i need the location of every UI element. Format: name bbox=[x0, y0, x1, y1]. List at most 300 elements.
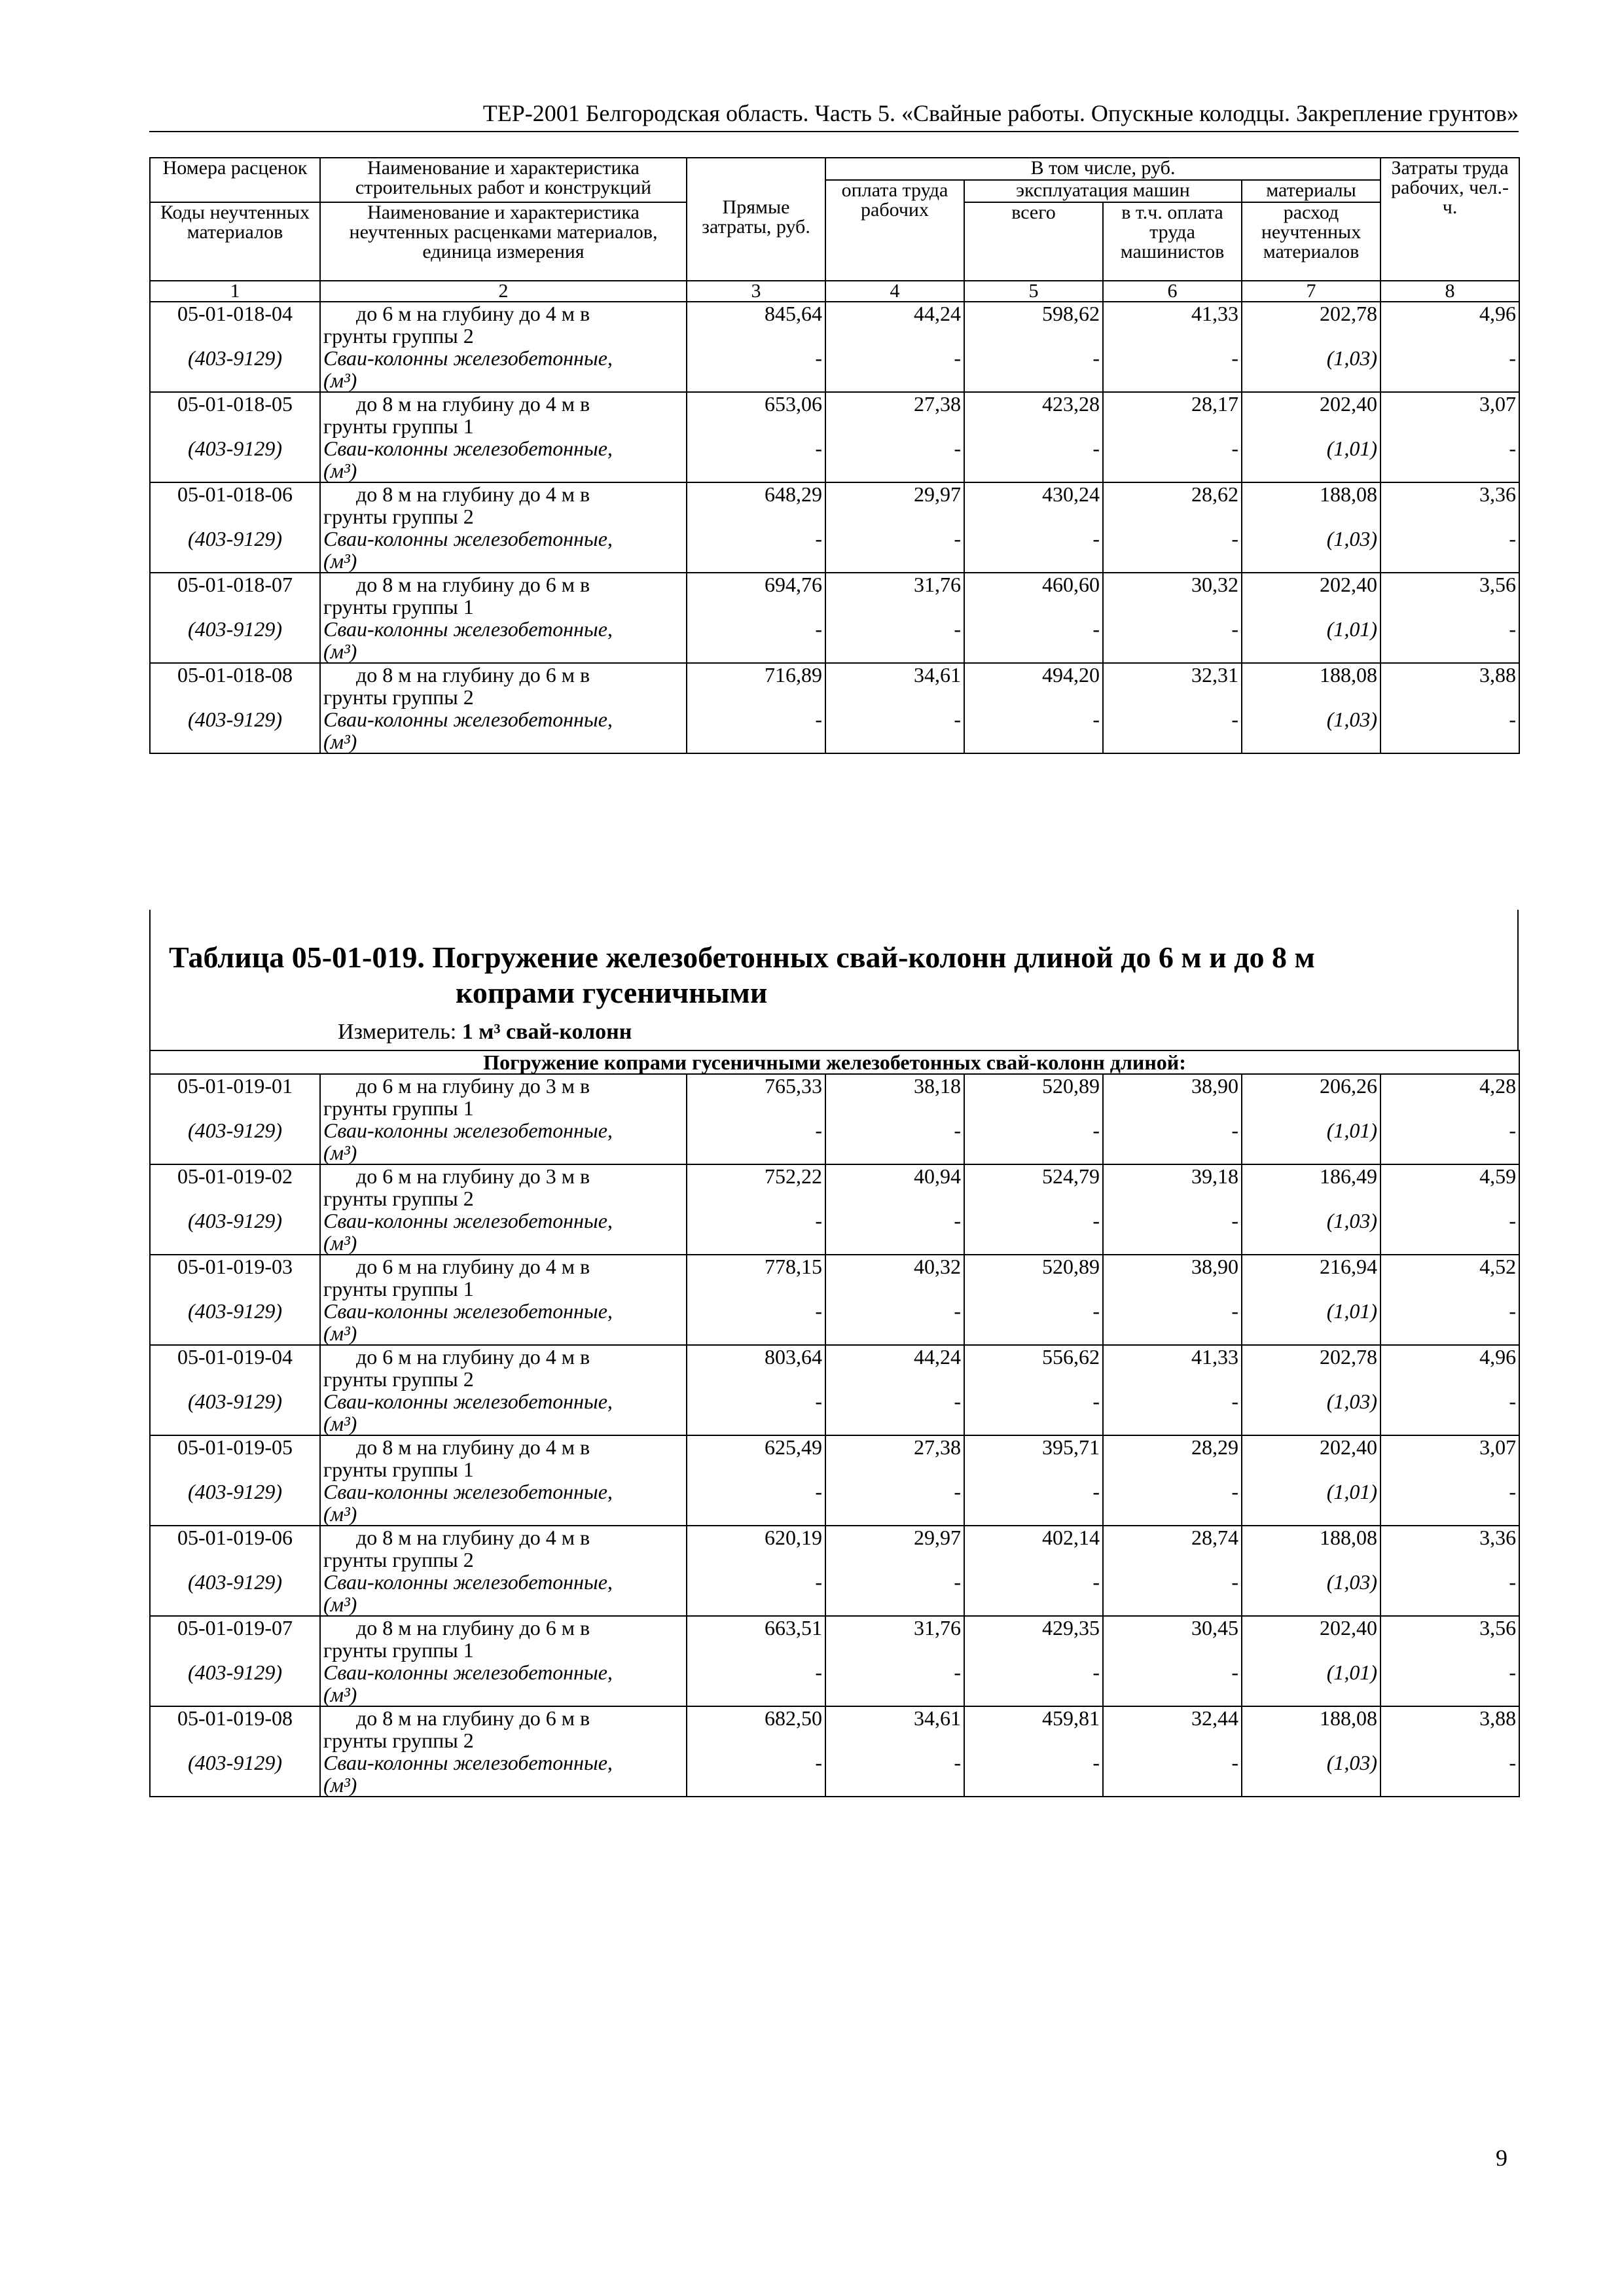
material-value: - bbox=[1103, 1571, 1242, 1593]
rate-value: 648,29 bbox=[687, 482, 825, 505]
material-value: - bbox=[1380, 528, 1519, 550]
material-value: (1,01) bbox=[1242, 1300, 1380, 1322]
rate-code: 05-01-019-08 bbox=[150, 1706, 320, 1729]
rate-value: 40,32 bbox=[825, 1255, 964, 1278]
header-col8: Затраты труда рабочих, чел.-ч. bbox=[1380, 158, 1519, 281]
material-code: (403-9129) bbox=[150, 1751, 320, 1774]
rate-description bbox=[320, 1706, 687, 1729]
rate-description-line2: грунты группы 1 bbox=[320, 1097, 687, 1119]
material-value: (1,01) bbox=[1242, 1119, 1380, 1141]
rate-value: 202,40 bbox=[1242, 573, 1380, 596]
material-value: - bbox=[825, 1661, 964, 1683]
rates-table-05-01-018 bbox=[149, 157, 1520, 754]
material-unit: (м³) bbox=[320, 640, 687, 663]
material-description: Сваи-колонны железобетонные, bbox=[320, 1119, 687, 1141]
rate-description-line2: грунты группы 2 bbox=[320, 1549, 687, 1571]
rate-value: 41,33 bbox=[1103, 1345, 1242, 1368]
rate-description-line1: до 6 м на глубину до 4 м в bbox=[356, 1255, 590, 1278]
material-code: (403-9129) bbox=[150, 347, 320, 369]
rate-description-line1: до 8 м на глубину до 4 м в bbox=[356, 1526, 590, 1549]
rate-description-line2: грунты группы 1 bbox=[320, 415, 687, 437]
rate-value: 41,33 bbox=[1103, 302, 1242, 325]
rate-value: 3,88 bbox=[1380, 663, 1519, 686]
header-materials: материалы bbox=[1242, 180, 1380, 202]
rate-value: 38,18 bbox=[825, 1074, 964, 1097]
header-col5: всего bbox=[964, 202, 1103, 281]
table-05-01-019-heading bbox=[149, 910, 1519, 1050]
material-unit: (м³) bbox=[320, 1412, 687, 1435]
rate-description bbox=[320, 392, 687, 415]
material-value: - bbox=[1380, 618, 1519, 640]
material-code: (403-9129) bbox=[150, 618, 320, 640]
rate-value: 430,24 bbox=[964, 482, 1103, 505]
rate-description-line2: грунты группы 1 bbox=[320, 1278, 687, 1300]
material-value: - bbox=[825, 1119, 964, 1141]
rate-description-line2: грунты группы 2 bbox=[320, 686, 687, 708]
rate-value: 39,18 bbox=[1103, 1164, 1242, 1187]
material-value: - bbox=[1380, 1661, 1519, 1683]
material-value: - bbox=[1103, 1480, 1242, 1503]
rate-value: 206,26 bbox=[1242, 1074, 1380, 1097]
material-unit: (м³) bbox=[320, 1503, 687, 1526]
meter-line bbox=[338, 1020, 632, 1045]
material-value: (1,03) bbox=[1242, 1210, 1380, 1232]
rate-value: 653,06 bbox=[687, 392, 825, 415]
rate-value: 4,96 bbox=[1380, 1345, 1519, 1368]
material-row-unit bbox=[150, 459, 1519, 482]
material-unit: (м³) bbox=[320, 1683, 687, 1706]
material-row-unit bbox=[150, 1593, 1519, 1616]
rate-row-continuation bbox=[150, 1187, 1519, 1210]
rate-value: 188,08 bbox=[1242, 1526, 1380, 1549]
material-description: Сваи-колонны железобетонные, bbox=[320, 1751, 687, 1774]
rate-value: 598,62 bbox=[964, 302, 1103, 325]
rate-row bbox=[150, 573, 1519, 596]
rate-value: 4,28 bbox=[1380, 1074, 1519, 1097]
rate-description bbox=[320, 1164, 687, 1187]
material-row bbox=[150, 347, 1519, 369]
rate-value: 32,44 bbox=[1103, 1706, 1242, 1729]
rate-value: 186,49 bbox=[1242, 1164, 1380, 1187]
rate-row-continuation bbox=[150, 1458, 1519, 1480]
material-description: Сваи-колонны железобетонные, bbox=[320, 528, 687, 550]
header-group: В том числе, руб. bbox=[825, 158, 1380, 180]
material-value: - bbox=[825, 1480, 964, 1503]
col-number: 7 bbox=[1242, 281, 1380, 302]
material-value: - bbox=[1103, 347, 1242, 369]
material-description: Сваи-колонны железобетонные, bbox=[320, 1300, 687, 1322]
col-number: 8 bbox=[1380, 281, 1519, 302]
rate-row-continuation bbox=[150, 686, 1519, 708]
rate-value: 32,31 bbox=[1103, 663, 1242, 686]
material-value: - bbox=[825, 1300, 964, 1322]
material-value: - bbox=[964, 1210, 1103, 1232]
material-value: - bbox=[825, 1751, 964, 1774]
rate-code: 05-01-019-07 bbox=[150, 1616, 320, 1639]
material-code: (403-9129) bbox=[150, 437, 320, 459]
rate-value: 29,97 bbox=[825, 1526, 964, 1549]
rate-value: 845,64 bbox=[687, 302, 825, 325]
rate-value: 30,32 bbox=[1103, 573, 1242, 596]
material-row bbox=[150, 708, 1519, 730]
material-row bbox=[150, 437, 1519, 459]
material-code: (403-9129) bbox=[150, 1480, 320, 1503]
header-col4: оплата труда рабочих bbox=[825, 180, 964, 281]
table-body bbox=[150, 1074, 1519, 1797]
material-row bbox=[150, 1571, 1519, 1593]
material-unit: (м³) bbox=[320, 1232, 687, 1255]
rate-value: 682,50 bbox=[687, 1706, 825, 1729]
material-row bbox=[150, 1300, 1519, 1322]
material-row bbox=[150, 1661, 1519, 1683]
material-value: - bbox=[687, 1661, 825, 1683]
header-machines: эксплуатация машин bbox=[964, 180, 1242, 202]
material-value: (1,03) bbox=[1242, 1751, 1380, 1774]
material-value: (1,03) bbox=[1242, 528, 1380, 550]
material-description: Сваи-колонны железобетонные, bbox=[320, 1661, 687, 1683]
material-unit: (м³) bbox=[320, 459, 687, 482]
rate-value: 38,90 bbox=[1103, 1255, 1242, 1278]
material-value: - bbox=[825, 347, 964, 369]
material-value: - bbox=[687, 1571, 825, 1593]
material-value: - bbox=[1103, 1751, 1242, 1774]
material-unit: (м³) bbox=[320, 1141, 687, 1164]
rate-description bbox=[320, 1616, 687, 1639]
rate-value: 30,45 bbox=[1103, 1616, 1242, 1639]
rate-row-continuation bbox=[150, 596, 1519, 618]
material-value: - bbox=[964, 1390, 1103, 1412]
rate-value: 459,81 bbox=[964, 1706, 1103, 1729]
material-code: (403-9129) bbox=[150, 1390, 320, 1412]
subheading-row bbox=[150, 1050, 1519, 1074]
rate-value: 27,38 bbox=[825, 392, 964, 415]
rate-row bbox=[150, 663, 1519, 686]
material-code: (403-9129) bbox=[150, 1119, 320, 1141]
header-col1-bottom: Коды неучтенных материалов bbox=[150, 202, 320, 281]
rate-row bbox=[150, 1255, 1519, 1278]
rate-description-line1: до 8 м на глубину до 4 м в bbox=[356, 482, 590, 506]
col-number: 2 bbox=[320, 281, 687, 302]
rate-code: 05-01-018-04 bbox=[150, 302, 320, 325]
material-code: (403-9129) bbox=[150, 1300, 320, 1322]
material-value: - bbox=[825, 1571, 964, 1593]
material-unit: (м³) bbox=[320, 1774, 687, 1797]
rate-description-line1: до 8 м на глубину до 6 м в bbox=[356, 1706, 590, 1730]
material-value: - bbox=[687, 1119, 825, 1141]
header-col2-bottom: Наименование и характеристика неучтенных расценками материалов, единица измерения bbox=[320, 202, 687, 281]
rate-value: 524,79 bbox=[964, 1164, 1103, 1187]
material-row bbox=[150, 1751, 1519, 1774]
material-unit: (м³) bbox=[320, 550, 687, 573]
rate-description bbox=[320, 302, 687, 325]
material-value: - bbox=[1103, 1661, 1242, 1683]
rate-value: 44,24 bbox=[825, 302, 964, 325]
rate-row-continuation bbox=[150, 1639, 1519, 1661]
rate-code: 05-01-019-01 bbox=[150, 1074, 320, 1097]
material-value: - bbox=[1380, 1300, 1519, 1322]
rate-row-continuation bbox=[150, 1368, 1519, 1390]
rate-code: 05-01-019-04 bbox=[150, 1345, 320, 1368]
material-unit: (м³) bbox=[320, 1322, 687, 1345]
material-row-unit bbox=[150, 1683, 1519, 1706]
rate-value: 27,38 bbox=[825, 1435, 964, 1458]
rate-description-line2: грунты группы 2 bbox=[320, 505, 687, 528]
table-header bbox=[150, 158, 1519, 302]
rate-value: 620,19 bbox=[687, 1526, 825, 1549]
running-title: ТЕР-2001 Белгородская область. Часть 5. «Свайные работы. Опускные колодцы. Закрепление грунтов» bbox=[482, 100, 1519, 126]
material-code: (403-9129) bbox=[150, 1210, 320, 1232]
rate-row bbox=[150, 1164, 1519, 1187]
col-number: 6 bbox=[1103, 281, 1242, 302]
material-value: - bbox=[687, 618, 825, 640]
rate-row-continuation bbox=[150, 505, 1519, 528]
rate-value: 188,08 bbox=[1242, 663, 1380, 686]
rate-value: 202,40 bbox=[1242, 392, 1380, 415]
material-code: (403-9129) bbox=[150, 528, 320, 550]
material-value: (1,01) bbox=[1242, 1661, 1380, 1683]
rate-description-line1: до 6 м на глубину до 4 м в bbox=[356, 1345, 590, 1369]
material-unit: (м³) bbox=[320, 369, 687, 392]
material-value: - bbox=[1103, 437, 1242, 459]
material-value: - bbox=[825, 1390, 964, 1412]
material-row bbox=[150, 618, 1519, 640]
material-value: - bbox=[1103, 1300, 1242, 1322]
material-value: - bbox=[1380, 347, 1519, 369]
table-body bbox=[150, 302, 1519, 753]
rate-value: 202,40 bbox=[1242, 1616, 1380, 1639]
rate-value: 752,22 bbox=[687, 1164, 825, 1187]
material-description: Сваи-колонны железобетонные, bbox=[320, 1210, 687, 1232]
material-value: - bbox=[1103, 618, 1242, 640]
rate-value: 663,51 bbox=[687, 1616, 825, 1639]
material-value: - bbox=[1103, 1119, 1242, 1141]
rate-value: 520,89 bbox=[964, 1255, 1103, 1278]
rate-description-line1: до 8 м на глубину до 6 м в bbox=[356, 663, 590, 687]
rate-value: 34,61 bbox=[825, 1706, 964, 1729]
material-row-unit bbox=[150, 1141, 1519, 1164]
material-value: - bbox=[825, 528, 964, 550]
material-value: (1,01) bbox=[1242, 437, 1380, 459]
material-value: - bbox=[687, 1210, 825, 1232]
rate-code: 05-01-018-07 bbox=[150, 573, 320, 596]
col-number: 5 bbox=[964, 281, 1103, 302]
rate-value: 3,56 bbox=[1380, 573, 1519, 596]
rate-value: 803,64 bbox=[687, 1345, 825, 1368]
rate-row bbox=[150, 482, 1519, 505]
rate-row-continuation bbox=[150, 1549, 1519, 1571]
material-value: - bbox=[1380, 1390, 1519, 1412]
rate-code: 05-01-018-08 bbox=[150, 663, 320, 686]
material-value: - bbox=[964, 1751, 1103, 1774]
rate-value: 202,78 bbox=[1242, 1345, 1380, 1368]
rate-value: 31,76 bbox=[825, 573, 964, 596]
rate-description-line1: до 8 м на глубину до 6 м в bbox=[356, 1616, 590, 1640]
material-value: - bbox=[687, 708, 825, 730]
material-value: - bbox=[825, 437, 964, 459]
material-value: - bbox=[964, 1480, 1103, 1503]
rate-description bbox=[320, 663, 687, 686]
rate-value: 29,97 bbox=[825, 482, 964, 505]
material-description: Сваи-колонны железобетонные, bbox=[320, 1571, 687, 1593]
rate-value: 625,49 bbox=[687, 1435, 825, 1458]
header-rule bbox=[149, 131, 1519, 132]
meter-label: Измеритель: bbox=[338, 1020, 457, 1044]
rate-value: 765,33 bbox=[687, 1074, 825, 1097]
rate-value: 778,15 bbox=[687, 1255, 825, 1278]
rate-value: 402,14 bbox=[964, 1526, 1103, 1549]
material-value: - bbox=[964, 1300, 1103, 1322]
rate-value: 28,17 bbox=[1103, 392, 1242, 415]
rate-value: 4,96 bbox=[1380, 302, 1519, 325]
rate-code: 05-01-019-03 bbox=[150, 1255, 320, 1278]
rate-description-line1: до 8 м на глубину до 6 м в bbox=[356, 573, 590, 596]
section-title-line2: копрами гусеничными bbox=[456, 976, 768, 1009]
rate-row-continuation bbox=[150, 325, 1519, 347]
rate-value: 3,36 bbox=[1380, 1526, 1519, 1549]
material-value: (1,03) bbox=[1242, 1571, 1380, 1593]
material-row-unit bbox=[150, 730, 1519, 753]
material-value: - bbox=[825, 1210, 964, 1232]
rate-description-line1: до 8 м на глубину до 4 м в bbox=[356, 392, 590, 416]
material-value: (1,03) bbox=[1242, 347, 1380, 369]
rate-value: 3,36 bbox=[1380, 482, 1519, 505]
rate-description-line1: до 6 м на глубину до 3 м в bbox=[356, 1074, 590, 1098]
material-value: (1,03) bbox=[1242, 708, 1380, 730]
rate-value: 460,60 bbox=[964, 573, 1103, 596]
material-row-unit bbox=[150, 1322, 1519, 1345]
material-value: - bbox=[1380, 437, 1519, 459]
material-row-unit bbox=[150, 640, 1519, 663]
rate-value: 202,78 bbox=[1242, 302, 1380, 325]
rate-row bbox=[150, 392, 1519, 415]
material-value: (1,01) bbox=[1242, 1480, 1380, 1503]
section-title-line1: Таблица 05-01-019. Погружение железобетонных свай-колонн длиной до 6 м и до 8 м bbox=[169, 941, 1315, 974]
material-row bbox=[150, 528, 1519, 550]
material-value: - bbox=[964, 347, 1103, 369]
rate-code: 05-01-019-05 bbox=[150, 1435, 320, 1458]
material-value: - bbox=[825, 708, 964, 730]
rate-code: 05-01-018-06 bbox=[150, 482, 320, 505]
material-value: - bbox=[1103, 1210, 1242, 1232]
material-description: Сваи-колонны железобетонные, bbox=[320, 708, 687, 730]
rate-value: 429,35 bbox=[964, 1616, 1103, 1639]
rates-table-05-01-019 bbox=[149, 1050, 1520, 1797]
material-value: - bbox=[1380, 1480, 1519, 1503]
material-value: (1,01) bbox=[1242, 618, 1380, 640]
material-value: - bbox=[687, 528, 825, 550]
rate-value: 28,74 bbox=[1103, 1526, 1242, 1549]
material-value: (1,03) bbox=[1242, 1390, 1380, 1412]
material-value: - bbox=[964, 437, 1103, 459]
rate-value: 3,07 bbox=[1380, 1435, 1519, 1458]
rate-value: 216,94 bbox=[1242, 1255, 1380, 1278]
meter-value: 1 м³ свай-колонн bbox=[461, 1020, 632, 1044]
rate-description-line1: до 6 м на глубину до 4 м в bbox=[356, 302, 590, 325]
material-code: (403-9129) bbox=[150, 1571, 320, 1593]
rate-value: 4,59 bbox=[1380, 1164, 1519, 1187]
rate-row bbox=[150, 1345, 1519, 1368]
rate-value: 34,61 bbox=[825, 663, 964, 686]
material-description: Сваи-колонны железобетонные, bbox=[320, 437, 687, 459]
rate-row-continuation bbox=[150, 415, 1519, 437]
material-code: (403-9129) bbox=[150, 1661, 320, 1683]
col-number: 3 bbox=[687, 281, 825, 302]
material-row bbox=[150, 1390, 1519, 1412]
rate-description-line2: грунты группы 2 bbox=[320, 1729, 687, 1751]
material-description: Сваи-колонны железобетонные, bbox=[320, 1480, 687, 1503]
rate-description-line2: грунты группы 1 bbox=[320, 1458, 687, 1480]
rate-value: 694,76 bbox=[687, 573, 825, 596]
header-col7: расход неучтенных материалов bbox=[1242, 202, 1380, 281]
rate-value: 31,76 bbox=[825, 1616, 964, 1639]
material-value: - bbox=[1380, 1119, 1519, 1141]
material-value: - bbox=[964, 618, 1103, 640]
material-value: - bbox=[1103, 1390, 1242, 1412]
rate-row bbox=[150, 1526, 1519, 1549]
rate-description bbox=[320, 573, 687, 596]
rate-value: 716,89 bbox=[687, 663, 825, 686]
material-row bbox=[150, 1210, 1519, 1232]
rate-description bbox=[320, 1074, 687, 1097]
header-col2-top: Наименование и характеристика строительных работ и конструкций bbox=[320, 158, 687, 202]
material-value: - bbox=[687, 1390, 825, 1412]
material-row-unit bbox=[150, 1232, 1519, 1255]
rate-value: 188,08 bbox=[1242, 1706, 1380, 1729]
rate-value: 40,94 bbox=[825, 1164, 964, 1187]
material-row-unit bbox=[150, 369, 1519, 392]
rate-row-continuation bbox=[150, 1278, 1519, 1300]
material-row-unit bbox=[150, 1774, 1519, 1797]
material-value: - bbox=[1380, 1751, 1519, 1774]
material-value: - bbox=[1103, 708, 1242, 730]
section-title bbox=[169, 940, 1478, 1011]
header-col1-top: Номера расценок bbox=[150, 158, 320, 202]
rate-code: 05-01-018-05 bbox=[150, 392, 320, 415]
rate-value: 188,08 bbox=[1242, 482, 1380, 505]
rate-description bbox=[320, 1255, 687, 1278]
material-value: - bbox=[964, 708, 1103, 730]
material-row bbox=[150, 1119, 1519, 1141]
rate-value: 520,89 bbox=[964, 1074, 1103, 1097]
material-value: - bbox=[964, 1119, 1103, 1141]
rate-value: 3,07 bbox=[1380, 392, 1519, 415]
rate-description bbox=[320, 1435, 687, 1458]
rate-value: 395,71 bbox=[964, 1435, 1103, 1458]
rate-code: 05-01-019-02 bbox=[150, 1164, 320, 1187]
material-value: - bbox=[1380, 1571, 1519, 1593]
rate-row bbox=[150, 1616, 1519, 1639]
material-unit: (м³) bbox=[320, 730, 687, 753]
material-description: Сваи-колонны железобетонные, bbox=[320, 1390, 687, 1412]
rate-value: 3,56 bbox=[1380, 1616, 1519, 1639]
material-value: - bbox=[1380, 1210, 1519, 1232]
rate-value: 28,62 bbox=[1103, 482, 1242, 505]
rate-description-line2: грунты группы 2 bbox=[320, 1368, 687, 1390]
material-value: - bbox=[1103, 528, 1242, 550]
material-value: - bbox=[687, 437, 825, 459]
material-row-unit bbox=[150, 1503, 1519, 1526]
rate-row bbox=[150, 1706, 1519, 1729]
material-value: - bbox=[964, 1571, 1103, 1593]
material-value: - bbox=[687, 1300, 825, 1322]
rate-row bbox=[150, 1074, 1519, 1097]
rate-description-line2: грунты группы 2 bbox=[320, 325, 687, 347]
column-numbers bbox=[150, 281, 1519, 302]
material-value: - bbox=[687, 1480, 825, 1503]
material-value: - bbox=[964, 528, 1103, 550]
rate-code: 05-01-019-06 bbox=[150, 1526, 320, 1549]
rate-description-line1: до 6 м на глубину до 3 м в bbox=[356, 1164, 590, 1188]
